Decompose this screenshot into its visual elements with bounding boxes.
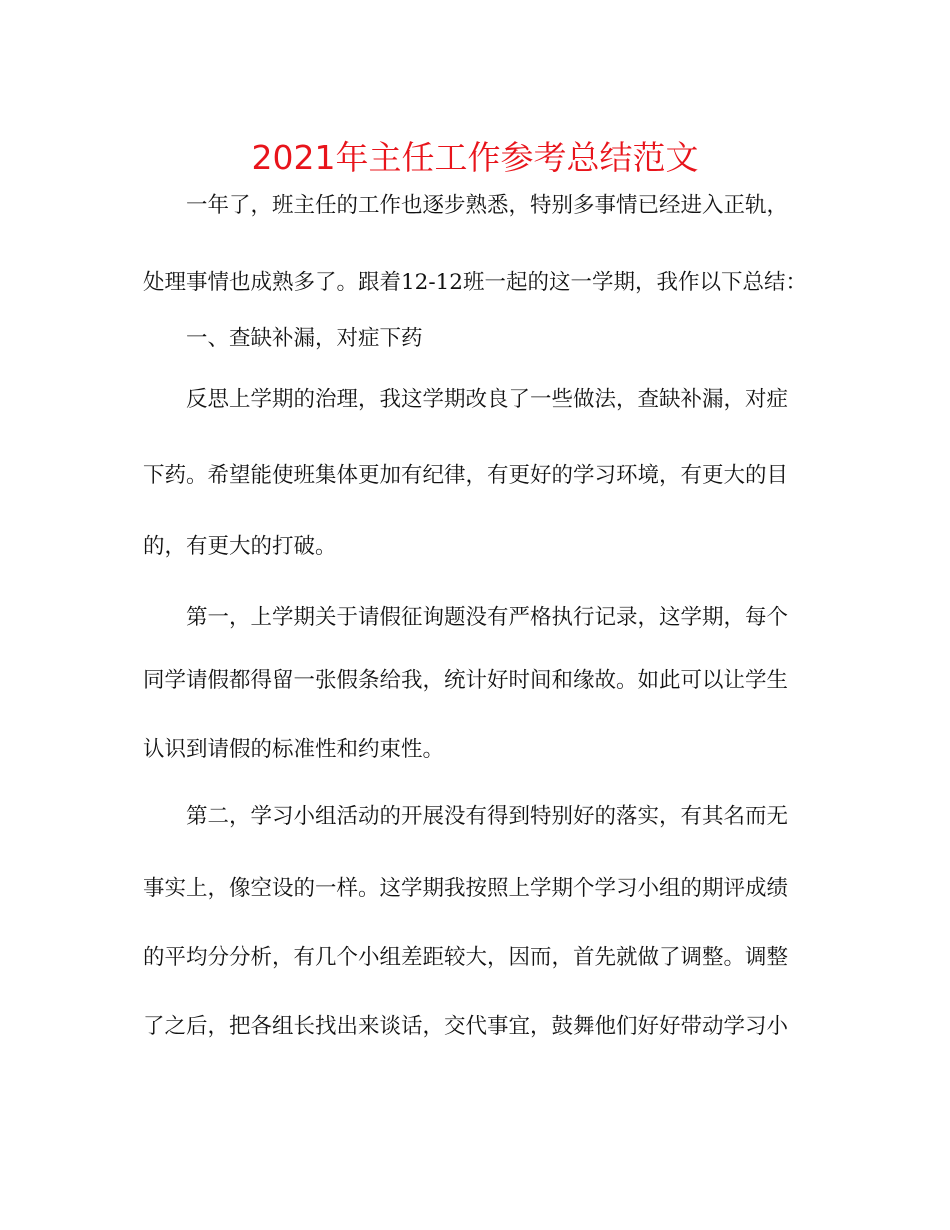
paragraph-line: 认识到请假的标准性和约束性。	[143, 737, 445, 762]
paragraph-line: 第一，上学期关于请假征询题没有严格执行记录，这学期，每个	[186, 605, 789, 630]
paragraph-line: 的平均分分析，有几个小组差距较大，因而，首先就做了调整。调整	[143, 945, 789, 970]
paragraph-line: 事实上，像空设的一样。这学期我按照上学期个学习小组的期评成绩	[143, 876, 789, 901]
paragraph-line: 处理事情也成熟多了。跟着12-12班一起的这一学期，我作以下总结：	[143, 270, 807, 295]
paragraph-line: 的，有更大的打破。	[143, 534, 337, 559]
paragraph-line: 反思上学期的治理，我这学期改良了一些做法，查缺补漏，对症	[186, 387, 789, 412]
paragraph-line: 了之后，把各组长找出来谈话，交代事宜，鼓舞他们好好带动学习小	[143, 1014, 789, 1039]
paragraph-line: 同学请假都得留一张假条给我，统计好时间和缘故。如此可以让学生	[143, 668, 789, 693]
section-heading: 一、查缺补漏，对症下药	[186, 326, 423, 351]
paragraph-line: 下药。希望能使班集体更加有纪律，有更好的学习环境，有更大的目	[143, 463, 789, 488]
paragraph-line: 一年了，班主任的工作也逐步熟悉，特别多事情已经进入正轨，	[186, 193, 789, 218]
document-title: 2021年主任工作参考总结范文	[251, 138, 699, 177]
paragraph-line: 第二，学习小组活动的开展没有得到特别好的落实，有其名而无	[186, 804, 789, 829]
